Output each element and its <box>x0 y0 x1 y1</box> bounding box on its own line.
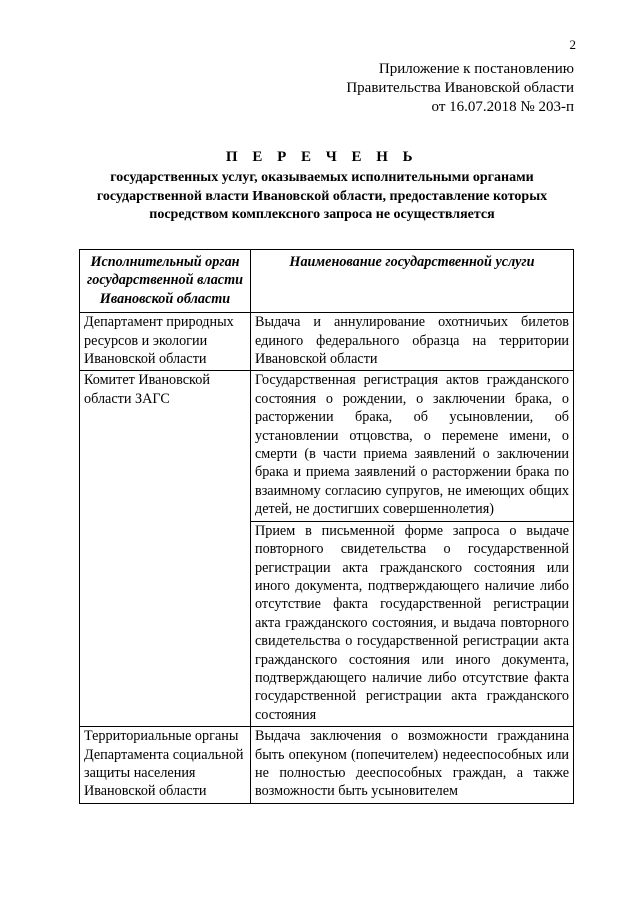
service-cell: Прием в письменной форме запроса о выдаче повторного свидетельства о государственной регистрации акта гражданского состояния или иного документа, подтверждающего наличие либо отсутствие факта государственной регистрации акта гражданского состояния, и выдача повторного свидетельства о государственной регистрации акта гражданского состояния или иного документа, подтверждающего наличие либо отсутствие факта государственной регистрации акта гражданского состояния <box>251 521 574 726</box>
agency-cell: Комитет Ивановской области ЗАГС <box>80 371 251 727</box>
agency-cell: Департамент природных ресурсов и экологии Ивановской области <box>80 313 251 371</box>
service-cell: Выдача и аннулирование охотничьих билетов единого федерального образца на территории Ивановской области <box>251 313 574 371</box>
title-heading: П Е Р Е Ч Е Н Ь <box>225 149 419 165</box>
services-table <box>79 249 574 804</box>
appendix-line: Приложение к постановлению <box>378 61 574 77</box>
title-subtitle: государственных услуг, оказываемых исполнительными органами государственной власти Ивановской области, предоставление которых посредством комплексного запроса не осуществляется <box>96 170 548 222</box>
appendix-line: Правительства Ивановской области <box>346 80 574 96</box>
service-cell: Государственная регистрация актов гражданского состояния о рождении, о заключении брака, о расторжении брака, об усыновлении, об установлении отцовства, о перемене имени, о смерти (в части приема заявлений о заключении брака и приема заявлений о расторжении брака по взаимному согласию супругов, не имеющих общих детей, не достигших совершеннолетия) <box>251 371 574 521</box>
column-header-service: Наименование государственной услуги <box>251 250 574 313</box>
document-title <box>68 147 576 225</box>
page-number: 2 <box>569 37 576 52</box>
table-row <box>80 727 574 804</box>
agency-cell: Территориальные органы Департамента социальной защиты населения Ивановской области <box>80 727 251 804</box>
table-row <box>80 371 574 521</box>
appendix-reference <box>346 60 574 117</box>
table-row <box>80 313 574 371</box>
column-header-agency: Исполнительный орган государственной власти Ивановской области <box>80 250 251 313</box>
table-header-row <box>80 250 574 313</box>
service-cell: Выдача заключения о возможности гражданина быть опекуном (попечителем) недееспособных или не полностью дееспособных граждан, а также возможности быть усыновителем <box>251 727 574 804</box>
appendix-date-number: от 16.07.2018 № 203-п <box>431 99 574 115</box>
